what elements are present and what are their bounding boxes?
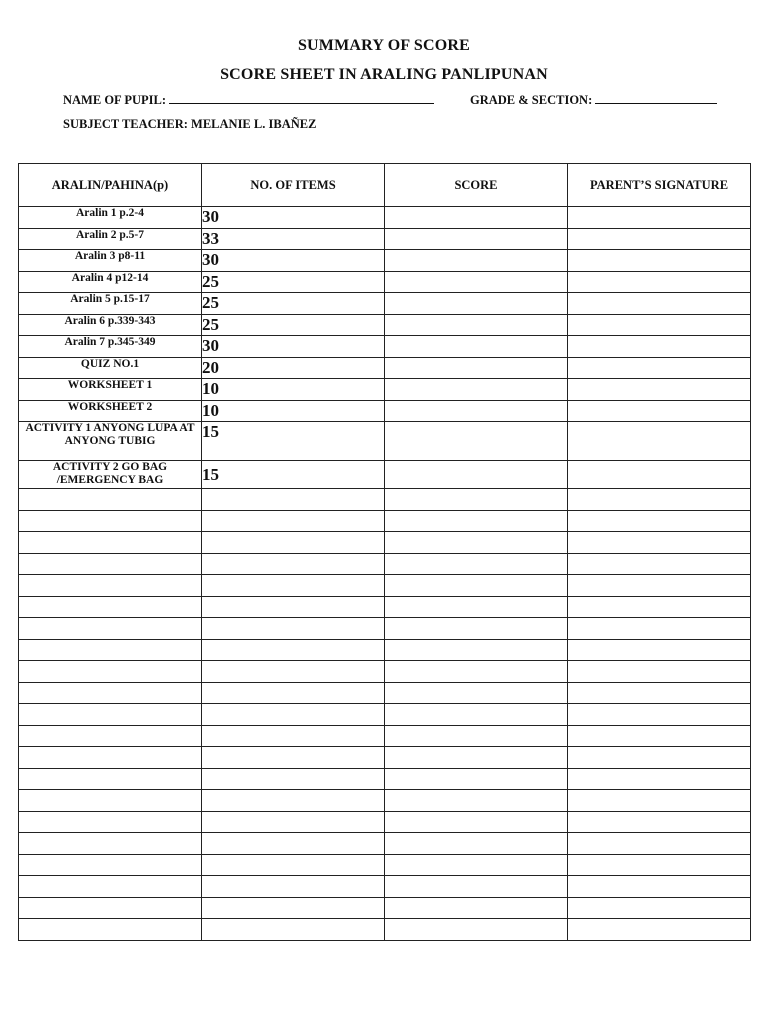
score-cell[interactable] <box>385 919 568 941</box>
signature-cell[interactable] <box>568 271 751 293</box>
score-cell[interactable] <box>385 357 568 379</box>
items-cell: 25 <box>202 271 385 293</box>
score-cell[interactable] <box>385 271 568 293</box>
items-cell[interactable] <box>202 876 385 898</box>
table-row <box>19 271 751 293</box>
items-cell: 10 <box>202 400 385 422</box>
lesson-cell[interactable] <box>19 596 202 618</box>
score-cell[interactable] <box>385 704 568 726</box>
items-cell: 30 <box>202 250 385 272</box>
column-header-aralin: ARALIN/PAHINA(p) <box>19 164 202 207</box>
score-cell[interactable] <box>385 768 568 790</box>
signature-cell[interactable] <box>568 747 751 769</box>
signature-cell[interactable] <box>568 661 751 683</box>
score-cell[interactable] <box>385 553 568 575</box>
lesson-cell: ACTIVITY 1 ANYONG LUPA AT ANYONG TUBIG <box>19 422 202 461</box>
signature-cell[interactable] <box>568 422 751 461</box>
lesson-cell[interactable] <box>19 661 202 683</box>
page-title: SUMMARY OF SCORE <box>297 37 471 54</box>
items-cell[interactable] <box>202 575 385 597</box>
items-cell: 25 <box>202 293 385 315</box>
table-row <box>19 207 751 229</box>
score-cell[interactable] <box>385 618 568 640</box>
items-cell[interactable] <box>202 553 385 575</box>
table-row <box>19 400 751 422</box>
lesson-cell[interactable] <box>19 639 202 661</box>
items-cell[interactable] <box>202 854 385 876</box>
lesson-cell[interactable] <box>19 876 202 898</box>
score-cell[interactable] <box>385 661 568 683</box>
score-table <box>18 163 751 941</box>
lesson-cell: ACTIVITY 2 GO BAG /EMERGENCY BAG <box>19 461 202 489</box>
signature-cell[interactable] <box>568 293 751 315</box>
blank-row <box>19 639 751 661</box>
lesson-cell[interactable] <box>19 489 202 511</box>
table-row <box>19 250 751 272</box>
signature-cell[interactable] <box>568 228 751 250</box>
column-header-score: SCORE <box>385 164 568 207</box>
table-row <box>19 293 751 315</box>
blank-row <box>19 661 751 683</box>
column-header-signature: PARENT’S SIGNATURE <box>568 164 751 207</box>
lesson-cell: Aralin 6 p.339-343 <box>19 314 202 336</box>
score-cell[interactable] <box>385 596 568 618</box>
lesson-cell[interactable] <box>19 618 202 640</box>
items-cell[interactable] <box>202 833 385 855</box>
score-cell[interactable] <box>385 725 568 747</box>
blank-row <box>19 575 751 597</box>
score-cell[interactable] <box>385 228 568 250</box>
items-cell[interactable] <box>202 532 385 554</box>
signature-cell[interactable] <box>568 897 751 919</box>
items-cell: 15 <box>202 461 385 489</box>
signature-cell[interactable] <box>568 919 751 941</box>
signature-cell[interactable] <box>568 532 751 554</box>
lesson-cell[interactable] <box>19 897 202 919</box>
score-cell[interactable] <box>385 854 568 876</box>
table-row <box>19 422 751 461</box>
score-cell[interactable] <box>385 461 568 489</box>
signature-cell[interactable] <box>568 768 751 790</box>
items-cell[interactable] <box>202 919 385 941</box>
lesson-cell: Aralin 7 p.345-349 <box>19 336 202 358</box>
table-row <box>19 314 751 336</box>
blank-row <box>19 833 751 855</box>
score-cell[interactable] <box>385 876 568 898</box>
blank-row <box>19 618 751 640</box>
lesson-cell[interactable] <box>19 553 202 575</box>
column-header-items: NO. OF ITEMS <box>202 164 385 207</box>
subject-teacher: SUBJECT TEACHER: MELANIE L. IBAÑEZ <box>63 117 317 131</box>
items-cell[interactable] <box>202 510 385 532</box>
signature-cell[interactable] <box>568 250 751 272</box>
score-cell[interactable] <box>385 422 568 461</box>
items-cell: 20 <box>202 357 385 379</box>
items-cell[interactable] <box>202 704 385 726</box>
items-cell: 33 <box>202 228 385 250</box>
lesson-cell[interactable] <box>19 790 202 812</box>
pupil-name-blank[interactable] <box>169 93 434 104</box>
score-cell[interactable] <box>385 314 568 336</box>
signature-cell[interactable] <box>568 833 751 855</box>
score-cell[interactable] <box>385 400 568 422</box>
lesson-cell[interactable] <box>19 854 202 876</box>
signature-cell[interactable] <box>568 379 751 401</box>
blank-row <box>19 919 751 941</box>
lesson-cell[interactable] <box>19 725 202 747</box>
blank-row <box>19 553 751 575</box>
lesson-cell: WORKSHEET 1 <box>19 379 202 401</box>
signature-cell[interactable] <box>568 461 751 489</box>
lesson-cell[interactable] <box>19 747 202 769</box>
items-cell[interactable] <box>202 596 385 618</box>
blank-row <box>19 768 751 790</box>
blank-row <box>19 811 751 833</box>
signature-cell[interactable] <box>568 553 751 575</box>
blank-row <box>19 510 751 532</box>
score-cell[interactable] <box>385 897 568 919</box>
blank-row <box>19 876 751 898</box>
items-cell[interactable] <box>202 768 385 790</box>
score-cell[interactable] <box>385 510 568 532</box>
items-cell: 30 <box>202 207 385 229</box>
score-cell[interactable] <box>385 682 568 704</box>
lesson-cell[interactable] <box>19 682 202 704</box>
signature-cell[interactable] <box>568 790 751 812</box>
grade-section-label: GRADE & SECTION: <box>470 93 593 107</box>
lesson-cell[interactable] <box>19 704 202 726</box>
lesson-cell: Aralin 5 p.15-17 <box>19 293 202 315</box>
lesson-cell: Aralin 4 p12-14 <box>19 271 202 293</box>
items-cell[interactable] <box>202 790 385 812</box>
score-cell[interactable] <box>385 250 568 272</box>
score-cell[interactable] <box>385 639 568 661</box>
score-cell[interactable] <box>385 747 568 769</box>
items-cell[interactable] <box>202 489 385 511</box>
blank-row <box>19 725 751 747</box>
signature-cell[interactable] <box>568 682 751 704</box>
lesson-cell[interactable] <box>19 575 202 597</box>
lesson-cell[interactable] <box>19 833 202 855</box>
items-cell[interactable] <box>202 661 385 683</box>
table-row <box>19 379 751 401</box>
blank-row <box>19 489 751 511</box>
items-cell: 30 <box>202 336 385 358</box>
pupil-name-field[interactable] <box>63 93 434 108</box>
lesson-cell[interactable] <box>19 510 202 532</box>
score-cell[interactable] <box>385 811 568 833</box>
table-row <box>19 357 751 379</box>
items-cell[interactable] <box>202 725 385 747</box>
pupil-name-label: NAME OF PUPIL: <box>63 93 166 107</box>
signature-cell[interactable] <box>568 811 751 833</box>
score-cell[interactable] <box>385 532 568 554</box>
signature-cell[interactable] <box>568 207 751 229</box>
lesson-cell: QUIZ NO.1 <box>19 357 202 379</box>
lesson-cell[interactable] <box>19 532 202 554</box>
blank-row <box>19 747 751 769</box>
lesson-cell[interactable] <box>19 768 202 790</box>
signature-cell[interactable] <box>568 400 751 422</box>
score-cell[interactable] <box>385 833 568 855</box>
items-cell[interactable] <box>202 747 385 769</box>
items-cell: 15 <box>202 422 385 461</box>
items-cell[interactable] <box>202 682 385 704</box>
table-row <box>19 336 751 358</box>
signature-cell[interactable] <box>568 876 751 898</box>
signature-cell[interactable] <box>568 596 751 618</box>
blank-row <box>19 596 751 618</box>
signature-cell[interactable] <box>568 357 751 379</box>
lesson-cell: Aralin 2 p.5-7 <box>19 228 202 250</box>
lesson-cell: WORKSHEET 2 <box>19 400 202 422</box>
items-cell[interactable] <box>202 618 385 640</box>
items-cell[interactable] <box>202 897 385 919</box>
signature-cell[interactable] <box>568 725 751 747</box>
table-row <box>19 228 751 250</box>
table-row <box>19 461 751 489</box>
table-header-row <box>19 164 751 207</box>
score-cell[interactable] <box>385 790 568 812</box>
page-subtitle: SCORE SHEET IN ARALING PANLIPUNAN <box>220 66 548 83</box>
signature-cell[interactable] <box>568 336 751 358</box>
blank-row <box>19 682 751 704</box>
lesson-cell: Aralin 1 p.2-4 <box>19 207 202 229</box>
score-cell[interactable] <box>385 379 568 401</box>
score-cell[interactable] <box>385 575 568 597</box>
score-cell[interactable] <box>385 336 568 358</box>
blank-row <box>19 790 751 812</box>
blank-row <box>19 854 751 876</box>
score-cell[interactable] <box>385 293 568 315</box>
lesson-cell[interactable] <box>19 919 202 941</box>
signature-cell[interactable] <box>568 575 751 597</box>
score-cell[interactable] <box>385 207 568 229</box>
lesson-cell[interactable] <box>19 811 202 833</box>
signature-cell[interactable] <box>568 704 751 726</box>
grade-section-field[interactable] <box>470 93 717 108</box>
signature-cell[interactable] <box>568 618 751 640</box>
items-cell[interactable] <box>202 811 385 833</box>
items-cell: 10 <box>202 379 385 401</box>
blank-row <box>19 532 751 554</box>
lesson-cell: Aralin 3 p8-11 <box>19 250 202 272</box>
signature-cell[interactable] <box>568 510 751 532</box>
items-cell[interactable] <box>202 639 385 661</box>
signature-cell[interactable] <box>568 854 751 876</box>
blank-row <box>19 704 751 726</box>
blank-row <box>19 897 751 919</box>
score-cell[interactable] <box>385 489 568 511</box>
signature-cell[interactable] <box>568 639 751 661</box>
signature-cell[interactable] <box>568 314 751 336</box>
items-cell: 25 <box>202 314 385 336</box>
grade-section-blank[interactable] <box>595 93 717 104</box>
signature-cell[interactable] <box>568 489 751 511</box>
